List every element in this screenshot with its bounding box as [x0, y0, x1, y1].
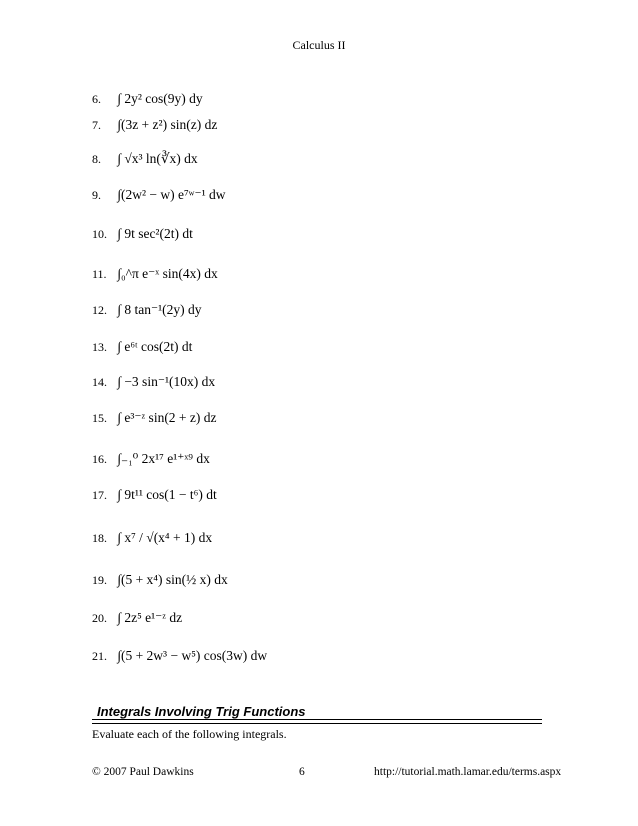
problem-expression: ∫ e³⁻ᶻ sin(2 + z) dz: [117, 410, 217, 425]
problem-item: [92, 226, 193, 242]
footer-url: http://tutorial.math.lamar.edu/terms.aspx: [374, 766, 562, 778]
problem-item: [92, 530, 212, 546]
problem-item: [92, 151, 198, 167]
problem-number: 13.: [92, 340, 107, 354]
problem-item: [92, 572, 228, 588]
problem-item: [92, 410, 217, 426]
problem-number: 6.: [92, 92, 101, 106]
problem-expression: ∫ 2z⁵ e¹⁻ᶻ dz: [117, 610, 183, 625]
problem-item: [92, 187, 226, 203]
problem-expression: ∫ x⁷ / √(x⁴ + 1) dx: [117, 530, 213, 545]
problem-number: 19.: [92, 573, 107, 587]
problem-expression: ∫(3z + z²) sin(z) dz: [117, 117, 218, 132]
problem-number: 14.: [92, 375, 107, 389]
problem-expression: ∫ √x³ ln(∛x) dx: [117, 151, 198, 166]
problem-expression: ∫ −3 sin⁻¹(10x) dx: [117, 374, 216, 389]
problem-expression: ∫ 2y² cos(9y) dy: [117, 91, 203, 106]
problem-number: 17.: [92, 488, 107, 502]
problem-number: 12.: [92, 303, 107, 317]
problem-number: 9.: [92, 188, 101, 202]
section-instructions: Evaluate each of the following integrals.: [92, 727, 287, 741]
problem-number: 18.: [92, 531, 107, 545]
problem-expression: ∫ 9t sec²(2t) dt: [117, 226, 193, 241]
page-header: Calculus II: [292, 38, 346, 52]
problem-number: 21.: [92, 649, 107, 663]
problem-number: 16.: [92, 452, 107, 466]
problem-expression: ∫ 8 tan⁻¹(2y) dy: [117, 302, 202, 317]
problem-expression: ∫(5 + x⁴) sin(½ x) dx: [117, 572, 228, 587]
problem-item: [92, 487, 217, 503]
problem-number: 11.: [92, 267, 107, 281]
problem-item: [92, 302, 201, 318]
problem-number: 10.: [92, 227, 107, 241]
problem-number: 20.: [92, 611, 107, 625]
problem-item: [92, 339, 192, 355]
footer-page-number: 6: [299, 766, 305, 778]
problem-item: [92, 374, 215, 390]
problem-expression: ∫(5 + 2w³ − w⁵) cos(3w) dw: [117, 648, 268, 663]
section-title: Integrals Involving Trig Functions: [97, 704, 306, 719]
problem-item: [92, 648, 267, 664]
problem-number: 15.: [92, 411, 107, 425]
problem-expression: ∫₀^π e⁻ˣ sin(4x) dx: [117, 266, 218, 281]
problem-expression: ∫₋₁⁰ 2x¹⁷ e¹⁺ˣ⁹ dx: [117, 451, 210, 466]
problem-expression: ∫ 9t¹¹ cos(1 − t⁶) dt: [117, 487, 217, 502]
section-divider: [92, 719, 542, 720]
problem-expression: ∫(2w² − w) e⁷ʷ⁻¹ dw: [117, 187, 226, 202]
footer-copyright: © 2007 Paul Dawkins: [92, 766, 194, 778]
problem-expression: ∫ e⁶ᵗ cos(2t) dt: [117, 339, 193, 354]
problem-item: [92, 266, 218, 282]
problem-item: [92, 91, 203, 107]
problem-item: [92, 451, 210, 467]
problem-number: 8.: [92, 152, 101, 166]
problem-item: [92, 117, 217, 133]
problem-item: [92, 610, 182, 626]
section-divider: [92, 723, 542, 724]
problem-number: 7.: [92, 118, 101, 132]
